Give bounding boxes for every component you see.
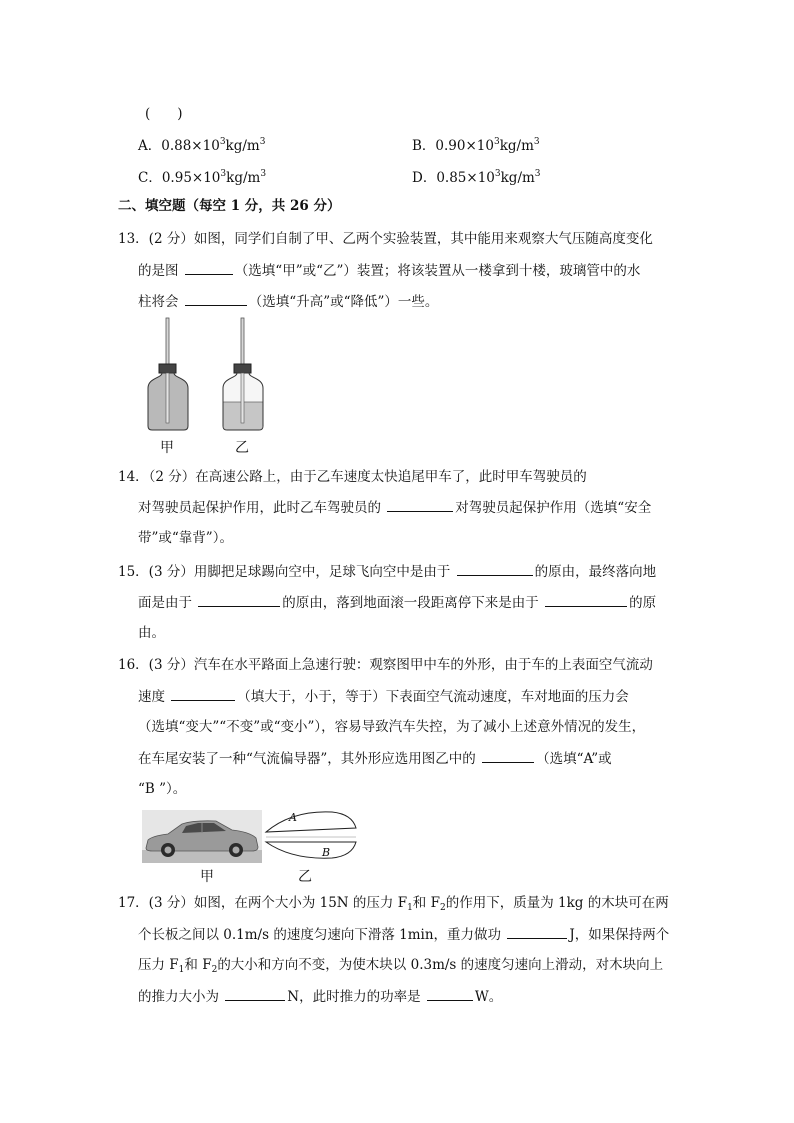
option-unit-exp: 3	[533, 137, 540, 147]
option-value: 0.88×10	[161, 138, 220, 154]
q16-blank-1[interactable]	[171, 686, 235, 701]
q13-blank-2[interactable]	[185, 291, 247, 306]
option-exp: 3	[219, 137, 226, 147]
q15-blank-3[interactable]	[545, 592, 627, 607]
q13-line-3	[138, 291, 438, 312]
q14-text: 对驾驶员起保护作用（选填“安全	[455, 500, 652, 516]
q17-text: 压力 F	[138, 957, 179, 973]
section-heading: 二、填空题（每空 1 分，共 26 分）	[118, 198, 341, 214]
q15-line-1	[118, 561, 656, 582]
option-letter: B．	[412, 138, 436, 154]
option-unit-exp: 3	[260, 169, 267, 179]
q17-line-1	[118, 893, 669, 918]
q13-text: 的是图	[138, 263, 179, 279]
q14-text: 对驾驶员起保护作用，此时乙车驾驶员的	[138, 500, 381, 516]
option-unit: kg/m	[499, 138, 534, 154]
q16-text: （填大于，小于，等于）下表面空气流动速度，车对地面的压力会	[237, 689, 629, 705]
option-exp: 3	[494, 169, 501, 179]
figure-caption-jia: 甲	[160, 440, 174, 456]
q17-subscript: 1	[178, 965, 185, 975]
q12-option-b	[412, 134, 540, 154]
q17-text: 个长板之间以 0.1m/s 的速度匀速向下滑落 1min，重力做功	[138, 927, 502, 943]
option-unit: kg/m	[226, 170, 261, 186]
deflector-label-a: A	[289, 811, 297, 824]
q15-text: 的原由，落到地面滚一段距离停下来是由于	[282, 595, 539, 611]
q14-line-2	[138, 497, 651, 518]
q17-line-3	[138, 955, 663, 980]
q16-line-3: （选填“变大”“不变”或“变小”），容易导致汽车失控，为了减小上述意外情况的发生，	[138, 719, 646, 735]
q17-text: 17．(3 分）如图，在两个大小为 15N 的压力 F	[118, 895, 408, 911]
option-letter: C．	[138, 170, 162, 186]
q17-text: 和 F	[184, 957, 212, 973]
bottle-jia	[148, 318, 188, 430]
q15-text: 的原	[629, 595, 657, 611]
q15-text: 15．(3 分）用脚把足球踢向空中，足球飞向空中是由于	[118, 564, 451, 580]
q12-answer-paren: ( )	[145, 106, 183, 122]
q12-option-a	[138, 134, 265, 154]
q17-subscript: 1	[407, 903, 413, 913]
q16-text: 速度	[138, 689, 165, 705]
q16-text: 在车尾安装了一种“气流偏导器”，其外形应选用图乙中的	[138, 751, 476, 767]
q17-subscript: 2	[439, 903, 446, 913]
figure-caption-yi: 乙	[235, 440, 249, 456]
option-letter: A．	[138, 138, 162, 154]
bottles-figure	[140, 318, 280, 438]
q15-line-2	[138, 592, 656, 613]
q13-text: （选填“升高”或“降低”）一些。	[248, 294, 439, 310]
figure-caption-jia: 甲	[200, 869, 214, 885]
q14-line-1: 14．（2 分）在高速公路上，由于乙车速度太快追尾甲车了，此时甲车驾驶员的	[118, 469, 587, 485]
q13-line-1: 13．(2 分）如图，同学们自制了甲、乙两个实验装置，其中能用来观察大气压随高度变化	[118, 231, 653, 247]
q14-blank-1[interactable]	[387, 497, 453, 512]
q15-blank-2[interactable]	[198, 592, 280, 607]
figure-caption-yi: 乙	[298, 869, 312, 885]
q12-option-d	[412, 166, 541, 186]
option-value: 0.90×10	[435, 138, 494, 154]
q17-subscript: 2	[211, 965, 218, 975]
bottle-yi	[223, 318, 263, 430]
q16-blank-2[interactable]	[482, 748, 534, 763]
q16-line-1: 16．(3 分）汽车在水平路面上急速行驶：观察图甲中车的外形，由于车的上表面空气流动	[118, 657, 653, 673]
q17-text: 的作用下，质量为 1kg 的木块可在两	[445, 895, 669, 911]
deflector-b	[266, 842, 356, 858]
q13-text: 柱将会	[138, 294, 179, 310]
q17-text: J，如果保持两个	[569, 927, 670, 943]
q17-text: 的推力大小为	[138, 989, 219, 1005]
option-unit-exp: 3	[534, 169, 541, 179]
q12-option-c	[138, 166, 266, 186]
q16-line-4	[138, 748, 612, 769]
q17-blank-1[interactable]	[507, 924, 567, 939]
option-unit-exp: 3	[259, 137, 266, 147]
option-value: 0.95×10	[161, 170, 221, 186]
car-photo	[142, 810, 262, 863]
q17-blank-2[interactable]	[225, 986, 285, 1001]
q17-blank-3[interactable]	[427, 986, 473, 1001]
q15-text: 的原由，最终落向地	[534, 564, 657, 580]
option-unit: kg/m	[225, 138, 260, 154]
q17-text: N，此时推力的功率是	[287, 989, 421, 1005]
q16-line-5: “B ”）。	[138, 781, 187, 797]
deflector-label-b: B	[322, 846, 331, 859]
q15-text: 面是由于	[138, 595, 192, 611]
option-letter: D．	[412, 170, 437, 186]
q16-line-2	[138, 686, 629, 707]
q13-line-2	[138, 260, 640, 281]
q17-line-2	[138, 924, 669, 945]
option-exp: 3	[220, 169, 227, 179]
option-exp: 3	[493, 137, 500, 147]
q16-text: （选填“A”或	[536, 751, 612, 767]
option-unit: kg/m	[500, 170, 535, 186]
deflector-a	[266, 812, 356, 832]
option-value: 0.85×10	[436, 170, 495, 186]
q13-text: （选填“甲”或“乙”）装置；将该装置从一楼拿到十楼，玻璃管中的水	[234, 263, 641, 279]
q13-blank-1[interactable]	[185, 260, 233, 275]
q15-blank-1[interactable]	[457, 561, 533, 576]
q17-text: W。	[474, 989, 503, 1005]
q17-text: 和 F	[412, 895, 440, 911]
q14-line-3: 带”或“靠背”）。	[138, 530, 233, 546]
q17-line-4	[138, 986, 502, 1007]
q15-line-3: 由。	[138, 625, 165, 641]
q17-text: 的大小和方向不变，为使木块以 0.3m/s 的速度匀速向上滑动，对木块向上	[217, 957, 664, 973]
